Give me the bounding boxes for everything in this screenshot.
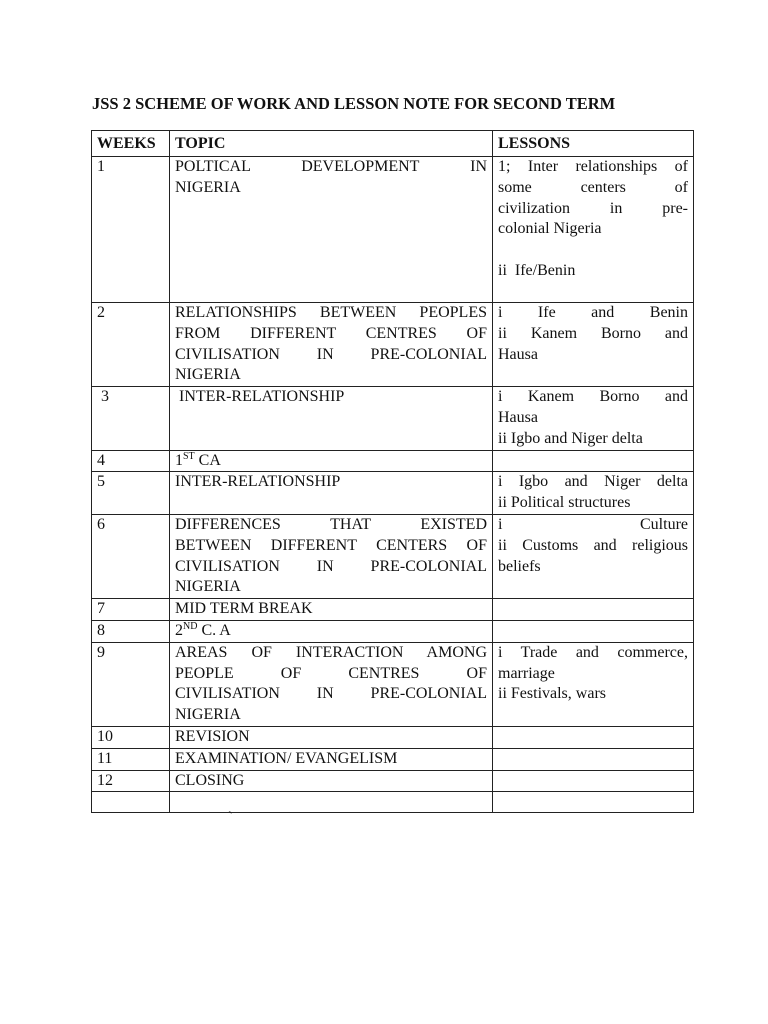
lessons-cell xyxy=(493,157,694,303)
lesson-line: i Ife and Benin xyxy=(498,304,688,321)
table-row xyxy=(92,450,694,472)
document-title: JSS 2 SCHEME OF WORK AND LESSON NOTE FOR SECOND TERM xyxy=(92,94,616,113)
topic-cell xyxy=(170,387,493,450)
topic-cell xyxy=(170,726,493,748)
lessons-cell xyxy=(493,642,694,726)
scheme-table xyxy=(91,130,694,813)
lesson-line: beliefs xyxy=(498,557,541,575)
topic-line: REVISION xyxy=(175,727,250,745)
table-row xyxy=(92,642,694,726)
table-row xyxy=(92,599,694,621)
lesson-line: ii Kanem Borno and xyxy=(498,324,688,342)
table-row xyxy=(92,472,694,515)
table-row xyxy=(92,514,694,598)
topic-line: CIVILISATION IN PRE-COLONIAL xyxy=(175,685,487,703)
stray-mark: ` xyxy=(228,810,233,825)
topic-line: EXAMINATION/ EVANGELISM xyxy=(175,749,398,767)
empty-row xyxy=(92,792,694,813)
topic-line: CIVILISATION IN PRE-COLONIAL xyxy=(175,557,487,575)
lesson-line: marriage xyxy=(498,664,555,682)
table-row xyxy=(92,387,694,450)
topic-cell xyxy=(170,748,493,770)
lessons-cell xyxy=(493,748,694,770)
table-row xyxy=(92,748,694,770)
empty-cell xyxy=(92,792,170,813)
week-cell: 10 xyxy=(92,726,170,748)
topic-line: NIGERIA xyxy=(175,578,241,596)
lesson-line: i Culture xyxy=(498,515,688,533)
lesson-line: ii Festivals, wars xyxy=(498,685,606,703)
table-row xyxy=(92,157,694,303)
table-row xyxy=(92,303,694,387)
ordinal-suffix: ST xyxy=(183,450,195,462)
lesson-line: i Kanem Borno and xyxy=(498,388,688,406)
topic-line: AREAS OF INTERACTION AMONG xyxy=(175,643,487,661)
lessons-cell xyxy=(493,770,694,792)
topic-cell xyxy=(170,642,493,726)
topic-line: DIFFERENCES THAT EXISTED xyxy=(175,515,487,533)
topic-cell: 1ST CA xyxy=(170,450,493,472)
topic-cell xyxy=(170,599,493,621)
week-cell: 6 xyxy=(92,514,170,598)
empty-cell xyxy=(170,792,493,813)
week-cell: 8 xyxy=(92,620,170,642)
header-topic: TOPIC xyxy=(170,131,493,157)
lessons-cell xyxy=(493,514,694,598)
lesson-line: ii Igbo and Niger delta xyxy=(498,429,643,447)
lesson-line: ii Ife/Benin xyxy=(498,261,576,279)
topic-line: PEOPLE OF CENTRES OF xyxy=(175,664,487,682)
week-cell: 1 xyxy=(92,157,170,303)
topic-line: RELATIONSHIPS BETWEEN PEOPLES xyxy=(175,304,487,321)
lesson-line: ii Political structures xyxy=(498,494,631,512)
topic-line: NIGERIA xyxy=(175,366,241,384)
lesson-line: ii Customs and religious xyxy=(498,536,688,554)
lesson-line: Hausa xyxy=(498,408,538,426)
lessons-cell xyxy=(493,472,694,515)
topic-cell xyxy=(170,514,493,598)
week-cell: 5 xyxy=(92,472,170,515)
week-cell: 3 xyxy=(92,387,170,450)
lessons-cell xyxy=(493,726,694,748)
table-header-row xyxy=(92,131,694,157)
table-row xyxy=(92,726,694,748)
topic-line: CIVILISATION IN PRE-COLONIAL xyxy=(175,345,487,363)
table-row xyxy=(92,770,694,792)
lesson-line: civilization in pre- xyxy=(498,199,688,217)
lesson-line: colonial Nigeria xyxy=(498,220,602,238)
topic-cell xyxy=(170,157,493,303)
lessons-cell xyxy=(493,387,694,450)
week-cell: 2 xyxy=(92,303,170,387)
week-cell: 4 xyxy=(92,450,170,472)
lessons-cell xyxy=(493,303,694,387)
topic-line: INTER-RELATIONSHIP xyxy=(175,473,341,491)
lessons-cell xyxy=(493,620,694,642)
header-weeks: WEEKS xyxy=(92,131,170,157)
lessons-cell xyxy=(493,450,694,472)
topic-line: POLTICAL DEVELOPMENT IN xyxy=(175,158,487,175)
lesson-line: i Igbo and Niger delta xyxy=(498,473,688,491)
topic-line: NIGERIA xyxy=(175,178,241,196)
week-cell: 11 xyxy=(92,748,170,770)
table-row xyxy=(92,620,694,642)
lessons-cell xyxy=(493,599,694,621)
topic-line: INTER-RELATIONSHIP xyxy=(175,388,345,406)
week-cell: 12 xyxy=(92,770,170,792)
week-cell: 7 xyxy=(92,599,170,621)
topic-line: MID TERM BREAK xyxy=(175,600,313,618)
topic-cell: 2ND C. A xyxy=(170,620,493,642)
topic-line: BETWEEN DIFFERENT CENTERS OF xyxy=(175,536,487,554)
topic-cell xyxy=(170,472,493,515)
ordinal-suffix: ND xyxy=(183,620,198,632)
topic-cell xyxy=(170,303,493,387)
topic-line: CLOSING xyxy=(175,771,245,789)
week-cell: 9 xyxy=(92,642,170,726)
lesson-line: i Trade and commerce, xyxy=(498,643,688,661)
topic-cell xyxy=(170,770,493,792)
lesson-line: 1; Inter relationships of xyxy=(498,158,688,175)
header-lessons: LESSONS xyxy=(493,131,694,157)
lesson-line: Hausa xyxy=(498,345,538,363)
topic-line: NIGERIA xyxy=(175,706,241,724)
lesson-line: some centers of xyxy=(498,178,688,196)
empty-cell xyxy=(493,792,694,813)
topic-line: FROM DIFFERENT CENTRES OF xyxy=(175,324,487,342)
lesson-gap xyxy=(498,240,688,261)
